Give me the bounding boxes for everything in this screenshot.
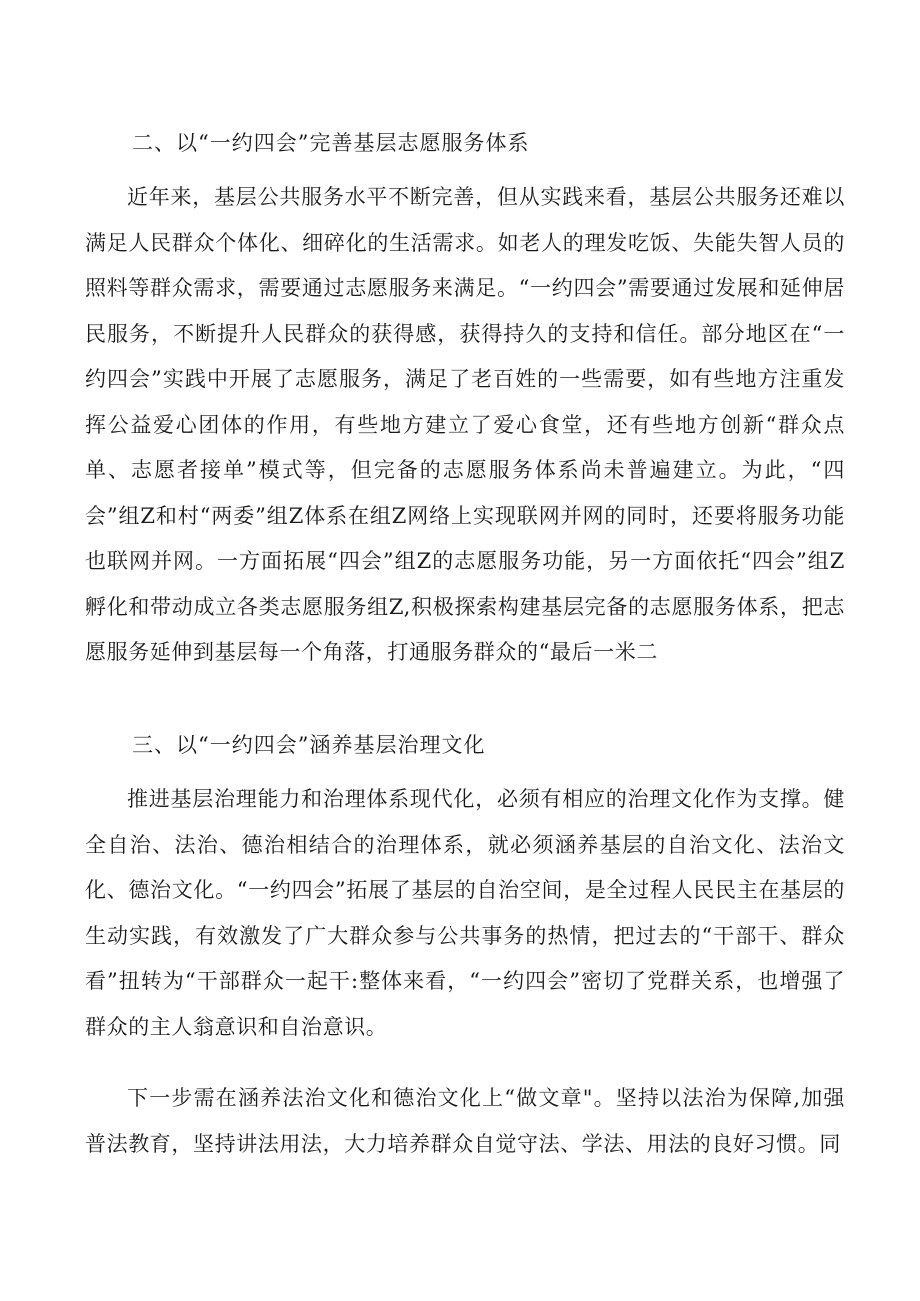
paragraph-next-steps: 下一步需在涵养法治文化和德治文化上“做文章"。坚持以法治为保障,加强普法教育，坚持讲法用法，大力培养群众自觉守法、学法、用法的良好习惯。同 xyxy=(85,1086,845,1156)
section-heading-volunteer-service: 二、以“一约四会”完善基层志愿服务体系 xyxy=(132,131,530,155)
paragraph-volunteer-service: 近年来，基层公共服务水平不断完善，但从实践来看，基层公共服务还难以满足人民群众个体化、细碎化的生活需求。如老人的理发吃饭、失能失智人员的照料等群众需求，需要通过志愿服务来满足。“一约四会”需要通过发展和延伸居民服务，不断提升人民群众的获得感，获得持久的支持和信任。部分地区在“一约四会”实践中开展了志愿服务，满足了老百姓的一些需要，如有些地方注重发挥公益爱心团体的作用，有些地方建立了爱心食堂，还有些地方创新“群众点单、志愿者接单”模式等，但完备的志愿服务体系尚未普遍建立。为此，“四会”组Z和村“两委”组Z体系在组Z网络上实现联网并网的同时，还要将服务功能也联网并网。一方面拓展“四会”组Z的志愿服务功能，另一方面依托“四会”组Z孵化和带动成立各类志愿服务组Z,积极探索构建基层完备的志愿服务体系，把志愿服务延伸到基层每一个角落，打通服务群众的“最后一米二 xyxy=(85,185,845,664)
paragraph-governance-culture: 推进基层治理能力和治理体系现代化，必须有相应的治理文化作为支撑。健全自治、法治、德治相结合的治理体系，就必须涵养基层的自治文化、法治文化、德治文化。“一约四会”拓展了基层的自治空间，是全过程人民民主在基层的生动实践，有效激发了广大群众参与公共事务的热情，把过去的“干部干、群众看”扭转为“干部群众一起干:整体来看，“一约四会”密切了党群关系，也增强了群众的主人翁意识和自治意识。 xyxy=(85,787,845,1039)
section-heading-governance-culture: 三、以“一约四会”涵养基层治理文化 xyxy=(132,733,486,757)
